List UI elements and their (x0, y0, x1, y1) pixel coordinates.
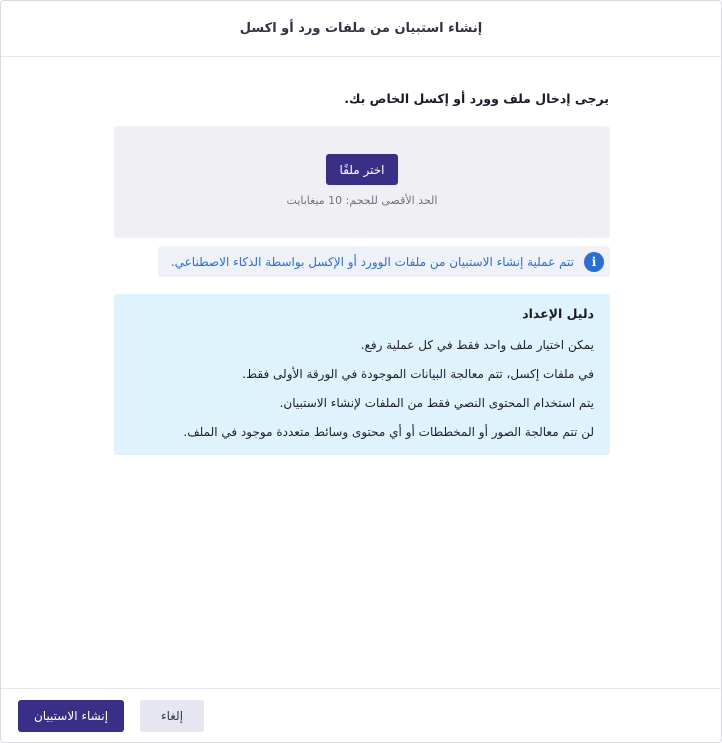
ai-info-text: تتم عملية إنشاء الاستبيان من ملفات الوورد أو الإكسل بواسطة الذكاء الاصطناعي. (170, 254, 574, 269)
dialog-footer (1, 688, 721, 743)
setup-guide (114, 294, 610, 455)
dialog-header (1, 1, 721, 57)
max-size-hint: الحد الأقصى للحجم: 10 ميغابايت (286, 194, 438, 207)
guide-item: لن تتم معالجة الصور أو المخططات أو أي محتوى وسائط متعددة موجود في الملف. (183, 425, 594, 439)
choose-file-button[interactable]: اختر ملفًا (326, 154, 398, 185)
create-survey-button[interactable]: إنشاء الاستبيان (18, 700, 124, 732)
setup-guide-title: دليل الإعداد (522, 306, 594, 321)
guide-item: يمكن اختيار ملف واحد فقط في كل عملية رفع. (360, 338, 594, 352)
upload-dropzone[interactable] (114, 126, 610, 238)
guide-item: يتم استخدام المحتوى النصي فقط من الملفات لإنشاء الاستبيان. (279, 396, 594, 410)
cancel-button[interactable]: إلغاء (140, 700, 204, 732)
ai-info-note (158, 246, 610, 277)
dialog-title: إنشاء استبيان من ملفات ورد أو اكسل (239, 21, 483, 36)
guide-item: في ملفات إكسل، تتم معالجة البيانات الموجودة في الورقة الأولى فقط. (242, 367, 594, 381)
info-icon: i (584, 252, 604, 272)
upload-prompt: يرجى إدخال ملف وورد أو إكسل الخاص بك. (344, 91, 609, 106)
